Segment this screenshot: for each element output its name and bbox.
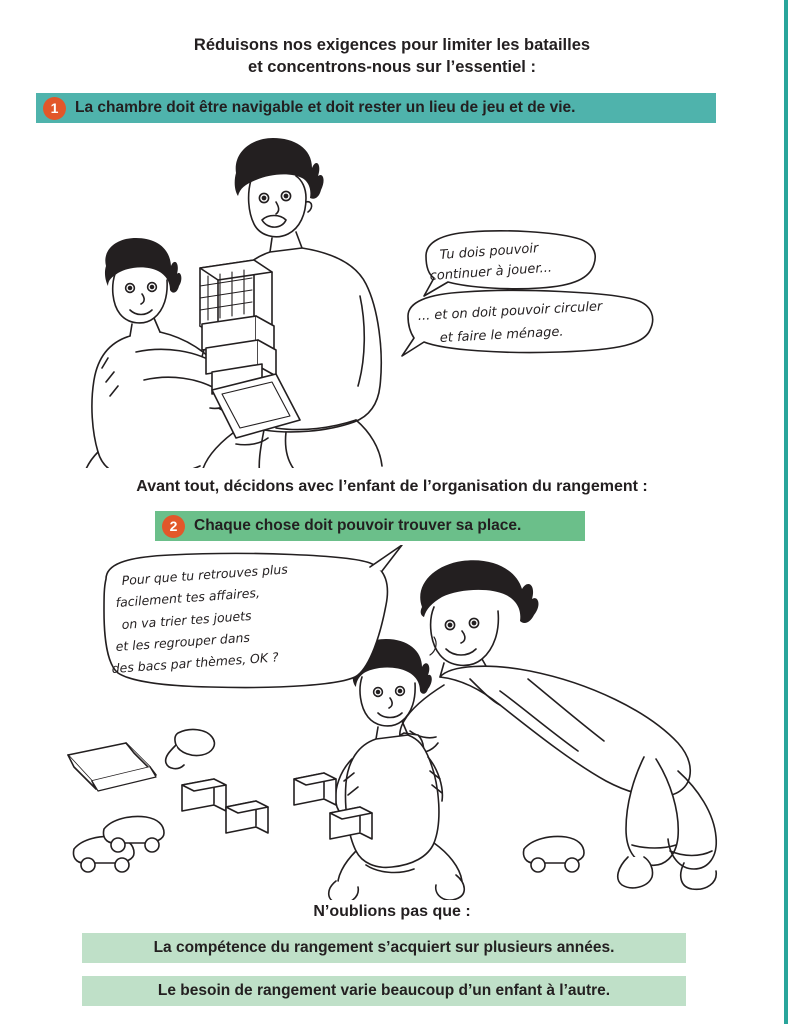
rule-banner-1 xyxy=(36,93,716,123)
bubble-3-line-2: facilement tes affaires, xyxy=(115,584,261,610)
middle-instruction: Avant tout, décidons avec l’enfant de l’organisation du rangement : xyxy=(136,478,648,495)
rule-text-2: Chaque chose doit pouvoir trouver sa place. xyxy=(194,517,522,534)
intro-line-2: et concentrons-nous sur l’essentiel : xyxy=(248,58,536,77)
illustration-rule-1 xyxy=(40,128,740,468)
bubble-3-line-4: et les regrouper dans xyxy=(115,629,251,654)
closing-text-2: Le besoin de rangement varie beaucoup d’un enfant à l’autre. xyxy=(157,982,611,999)
rule-number-badge-2: 2 xyxy=(162,515,185,538)
closing-banner-2 xyxy=(82,976,686,1006)
bubble-3-line-5: des bacs par thèmes, OK ? xyxy=(111,649,280,676)
rule-banner-2 xyxy=(155,511,585,541)
rule-text-1: La chambre doit être navigable et doit rester un lieu de jeu et de vie. xyxy=(75,99,576,116)
bubble-1-line-2: continuer à jouer... xyxy=(429,260,553,284)
bubble-3-line-3: on va trier tes jouets xyxy=(121,607,253,632)
speech-bubble-2 xyxy=(402,290,653,356)
bubble-1-line-1: Tu dois pouvoir xyxy=(439,241,539,263)
rule-number-badge-1: 1 xyxy=(43,97,66,120)
intro-line-1: Réduisons nos exigences pour limiter les batailles xyxy=(193,36,591,54)
bubble-2-line-2: et faire le ménage. xyxy=(439,324,564,346)
bubble-3-line-1: Pour que tu retrouves plus xyxy=(121,561,289,588)
floor-objects xyxy=(68,730,584,872)
closing-banner-1 xyxy=(82,933,686,963)
intro-heading xyxy=(0,0,784,79)
illustration-rule-2 xyxy=(30,545,760,900)
bubble-2-line-1: ... et on doit pouvoir circuler xyxy=(417,299,603,324)
closing-text-1: La compétence du rangement s’acquiert sur plusieurs années. xyxy=(153,939,615,956)
closing-title: N’oublions pas que : xyxy=(313,903,471,920)
